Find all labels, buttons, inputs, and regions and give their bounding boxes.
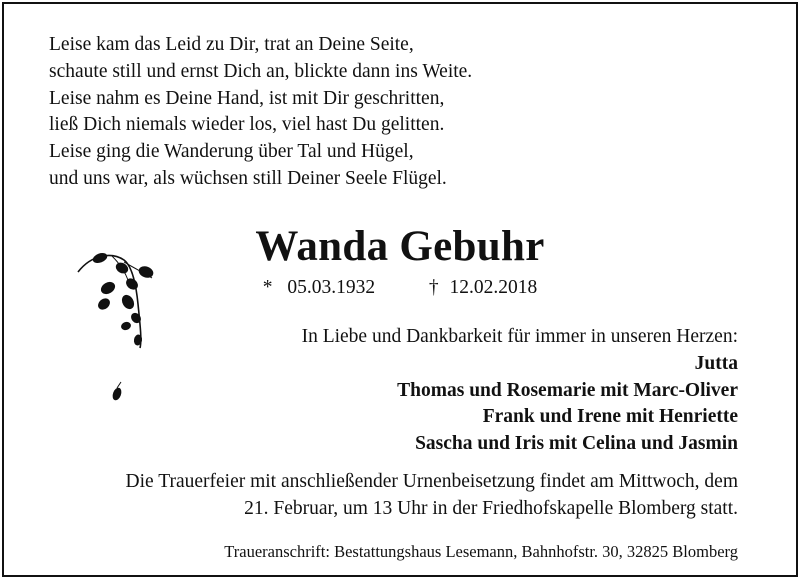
family-member: Jutta	[694, 352, 738, 374]
family-member: Frank und Irene mit Henriette	[482, 406, 738, 428]
funeral-line: 21. Februar, um 13 Uhr in der Friedhofskapelle Blomberg statt.	[244, 497, 738, 519]
funeral-notice	[126, 469, 738, 523]
mourning-address: Traueranschrift: Bestattungshaus Lesemann, Bahnhofstr. 30, 32825 Blomberg	[224, 542, 738, 561]
poem-line: und uns war, als wüchsen still Deiner Seele Flügel.	[49, 167, 447, 189]
poem-line: schaute still und ernst Dich an, blickte dann ins Weite.	[49, 60, 473, 82]
poem-line: Leise kam das Leid zu Dir, trat an Deine Seite,	[49, 34, 414, 55]
dedication: In Liebe und Dankbarkeit für immer in unseren Herzen:	[301, 326, 738, 347]
family-section	[302, 324, 738, 458]
family-member: Thomas und Rosemarie mit Marc-Oliver	[397, 379, 738, 401]
funeral-line: Die Trauerfeier mit anschließender Urnenbeisetzung findet am Mittwoch, dem	[125, 471, 738, 492]
death-symbol: †	[428, 277, 439, 298]
poem	[49, 32, 472, 193]
poem-line: Leise ging die Wanderung über Tal und Hügel,	[49, 141, 414, 163]
poem-line: Leise nahm es Deine Hand, ist mit Dir geschritten,	[49, 87, 445, 109]
death-date: 12.02.2018	[449, 277, 538, 298]
family-member: Sascha und Iris mit Celina und Jasmin	[415, 433, 738, 455]
poem-line: ließ Dich niemals wieder los, viel hast Du gelitten.	[49, 114, 445, 136]
deceased-name: Wanda Gebuhr	[255, 223, 545, 270]
life-dates	[0, 277, 800, 299]
birth-symbol: *	[262, 277, 273, 298]
birth-date: 05.03.1932	[287, 277, 376, 298]
